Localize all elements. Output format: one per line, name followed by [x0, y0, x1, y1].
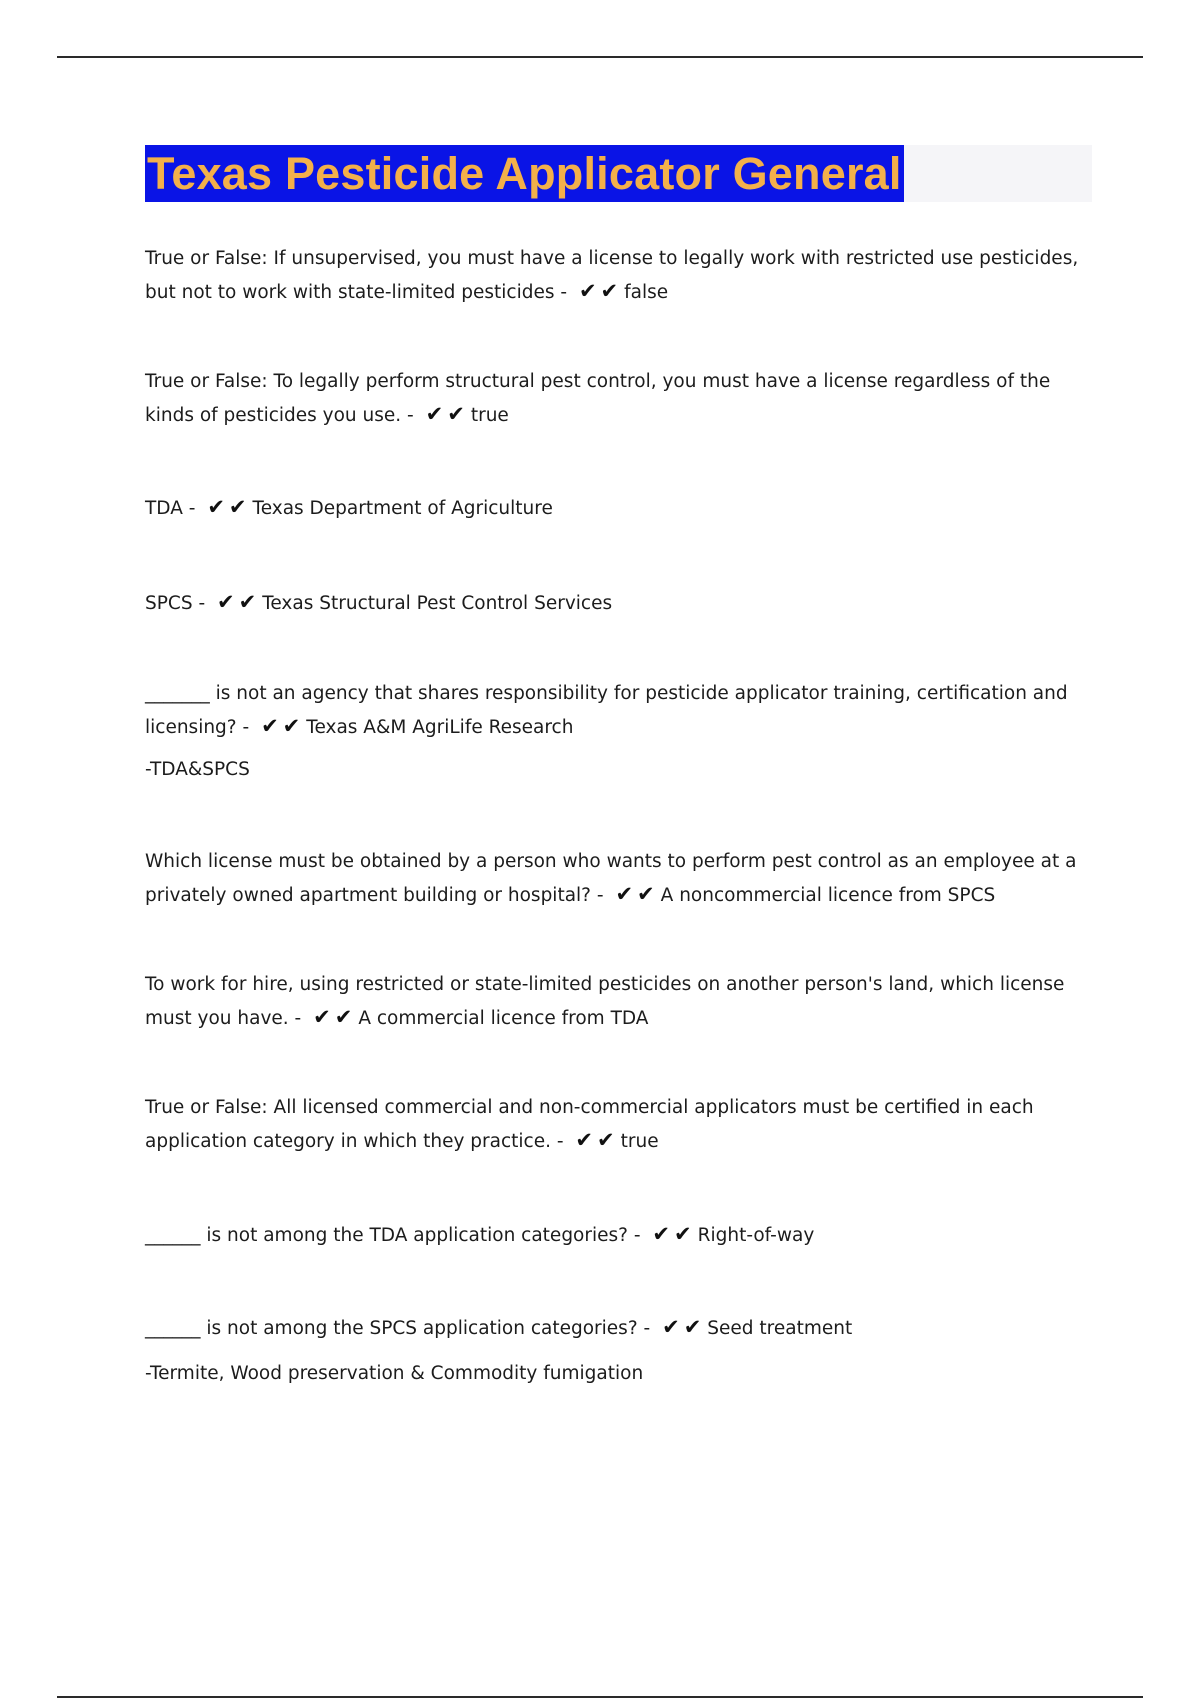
check-icon: ✔✔	[662, 1315, 706, 1339]
check-icon: ✔✔	[261, 714, 305, 738]
question-text: SPCS -	[145, 593, 206, 614]
document-title: Texas Pesticide Applicator General	[145, 145, 904, 202]
qa-item-9	[145, 1218, 1095, 1252]
top-rule	[57, 56, 1143, 58]
question-text: True or False: To legally perform structural pest control, you must have a license regardless of the kinds of pesticides you use. -	[145, 371, 1051, 426]
answer-text: A noncommercial licence from SPCS	[660, 885, 996, 906]
qa-item-7	[145, 969, 1095, 1035]
qa-item-4	[145, 586, 1095, 620]
question-text: _______ is not an agency that shares responsibility for pesticide applicator training, certification and licensing? -	[145, 683, 1068, 738]
qa-item-3	[145, 491, 1095, 525]
question-text: True or False: All licensed commercial and non-commercial applicators must be certified in each application category in which they practice. -	[145, 1097, 1034, 1152]
check-icon: ✔✔	[615, 882, 659, 906]
answer-text: true	[620, 1131, 659, 1152]
question-text: ______ is not among the SPCS application categories? -	[145, 1318, 651, 1339]
answer-text: true	[470, 405, 509, 426]
check-icon: ✔✔	[652, 1222, 696, 1246]
check-icon: ✔✔	[207, 495, 251, 519]
qa-item-10-note: -Termite, Wood preservation & Commodity fumigation	[145, 1363, 644, 1384]
qa-item-5	[145, 678, 1095, 744]
title-bar	[145, 145, 1092, 202]
answer-text: A commercial licence from TDA	[358, 1008, 649, 1029]
question-text: True or False: If unsupervised, you must have a license to legally work with restricted use pesticides, but not to work with state-limited pesticides -	[145, 248, 1079, 303]
check-icon: ✔✔	[425, 402, 469, 426]
question-text: To work for hire, using restricted or state-limited pesticides on another person's land, which license must you have. -	[145, 974, 1065, 1029]
qa-item-5-note: -TDA&SPCS	[145, 759, 250, 780]
answer-text: false	[624, 282, 669, 303]
answer-text: Texas Department of Agriculture	[252, 498, 553, 519]
question-text: ______ is not among the TDA application categories? -	[145, 1225, 641, 1246]
check-icon: ✔✔	[313, 1005, 357, 1029]
bottom-rule	[57, 1696, 1143, 1698]
qa-item-2	[145, 366, 1095, 432]
qa-item-6	[145, 846, 1095, 912]
check-icon: ✔✔	[578, 279, 623, 303]
question-text: Which license must be obtained by a person who wants to perform pest control as an employee at a privately owned apartment building or hospital? -	[145, 851, 1077, 906]
qa-item-10	[145, 1311, 1095, 1345]
qa-item-1	[145, 243, 1095, 309]
answer-text: Seed treatment	[707, 1318, 853, 1339]
check-icon: ✔✔	[575, 1128, 619, 1152]
check-icon: ✔✔	[217, 590, 261, 614]
qa-item-8	[145, 1092, 1095, 1158]
answer-text: Right-of-way	[697, 1225, 815, 1246]
answer-text: Texas Structural Pest Control Services	[262, 593, 613, 614]
question-text: TDA -	[145, 498, 196, 519]
answer-text: Texas A&M AgriLife Research	[306, 717, 574, 738]
